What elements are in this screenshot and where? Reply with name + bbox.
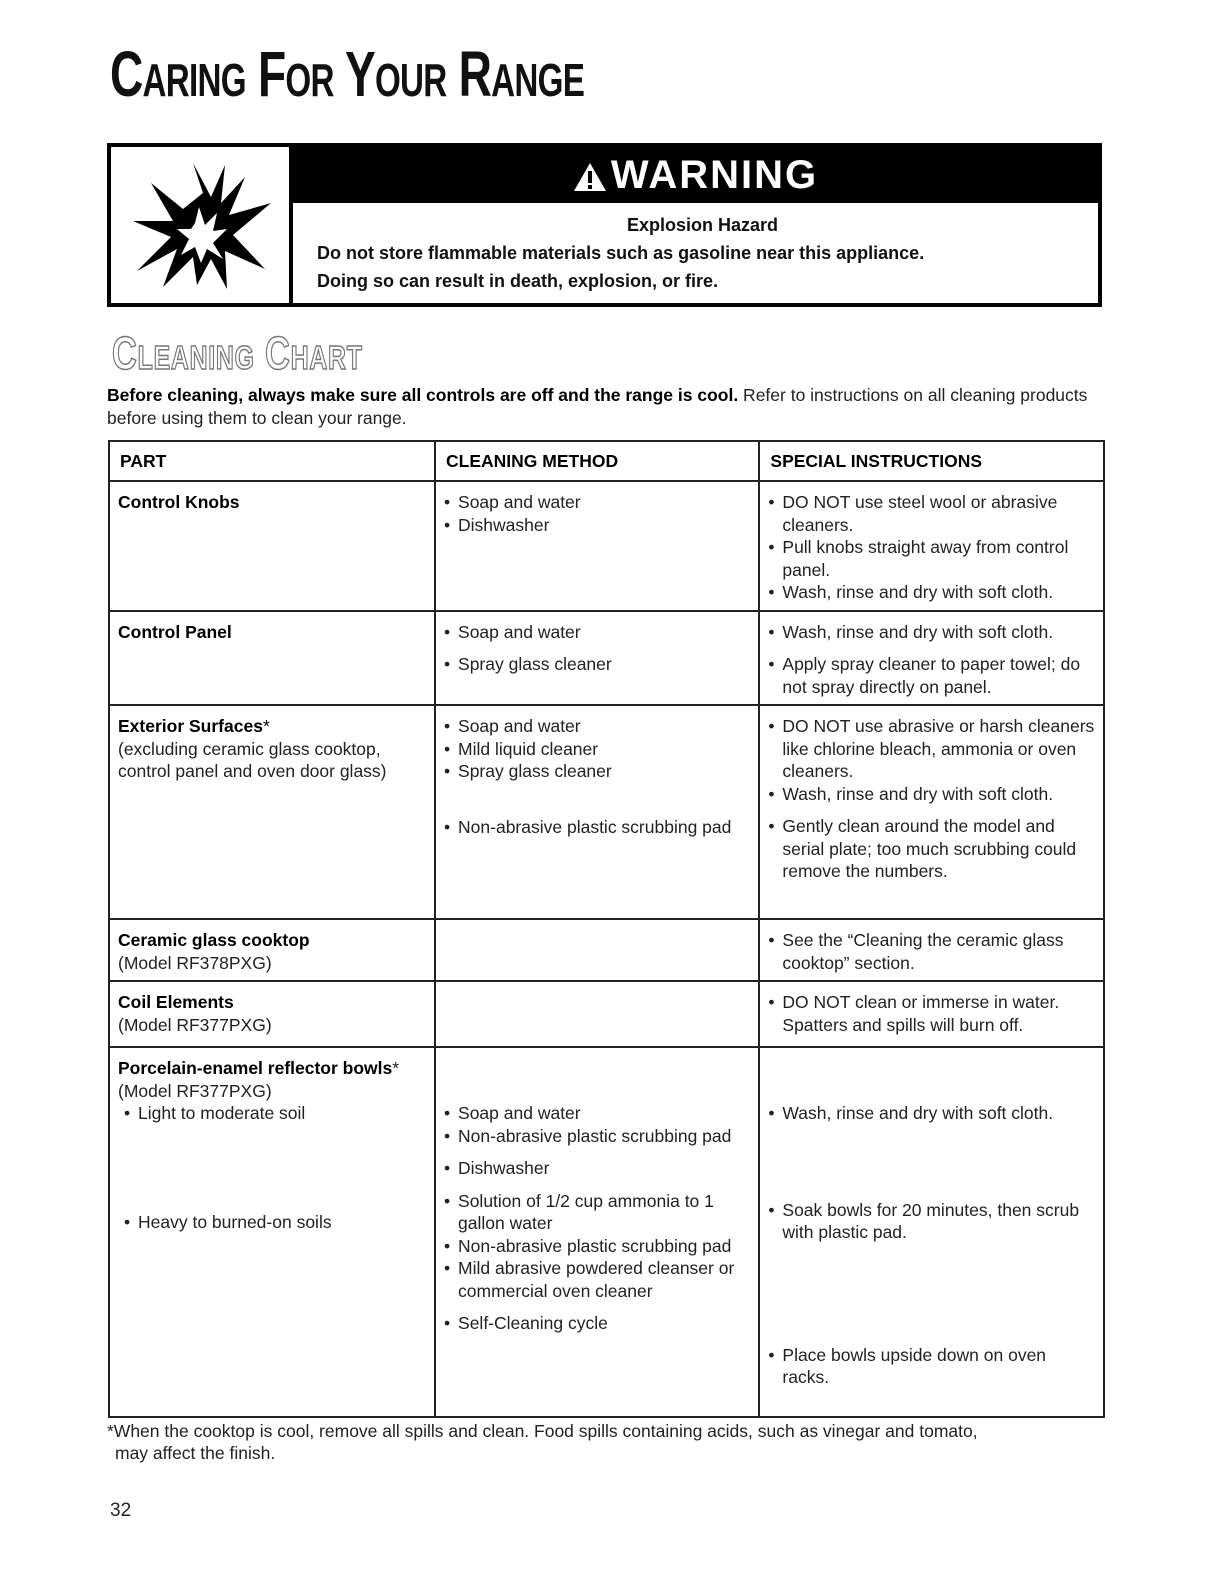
- method-item: • Non-abrasive plastic scrubbing pad: [444, 1235, 750, 1258]
- footnote-mark: *: [262, 716, 270, 736]
- explosion-icon: [133, 163, 273, 293]
- header-special: SPECIAL INSTRUCTIONS: [759, 441, 1104, 481]
- cleaning-chart-table: [108, 440, 1105, 1418]
- footnote-line-1: *When the cooktop is cool, remove all spills and clean. Food spills containing acids, such as vinegar and tomato,: [107, 1421, 978, 1441]
- table-row: [109, 611, 1104, 706]
- method-item: • Soap and water: [444, 715, 750, 738]
- part-name: Coil Elements: [118, 992, 234, 1012]
- instruction-item: • Wash, rinse and dry with soft cloth.: [768, 783, 1095, 806]
- header-part: PART: [109, 441, 435, 481]
- instruction-item: • Soak bowls for 20 minutes, then scrub with plastic pad.: [768, 1199, 1095, 1244]
- part-name-text: Exterior Surfaces: [118, 716, 263, 736]
- table-row: [109, 705, 1104, 919]
- instruction-item: • DO NOT use steel wool or abrasive cleaners.: [768, 491, 1095, 536]
- method-item: • Soap and water: [444, 1102, 750, 1125]
- part-model: (Model RF377PXG): [118, 1080, 272, 1101]
- footnote-line-2: may affect the finish.: [115, 1443, 276, 1463]
- instruction-item: • Wash, rinse and dry with soft cloth.: [768, 1102, 1095, 1125]
- table-row: [109, 481, 1104, 611]
- method-item: • Non-abrasive plastic scrubbing pad: [444, 1125, 750, 1148]
- method-item: • Soap and water: [444, 491, 750, 514]
- instruction-item: • Gently clean around the model and serial plate; too much scrubbing could remove the numbers.: [768, 815, 1095, 883]
- page-title: CARING FOR YOUR RANGE: [110, 38, 585, 110]
- warning-triangle-icon: [573, 162, 607, 192]
- instruction-item: • See the “Cleaning the ceramic glass cooktop” section.: [768, 929, 1095, 974]
- header-method: CLEANING METHOD: [435, 441, 759, 481]
- intro-bold: Before cleaning, always make sure all controls are off and the range is cool.: [107, 385, 739, 405]
- instruction-item: • DO NOT use abrasive or harsh cleaners like chlorine bleach, ammonia or oven cleaners.: [768, 715, 1095, 783]
- soil-level: • Light to moderate soil: [124, 1102, 426, 1125]
- method-item: • Dishwasher: [444, 1157, 750, 1180]
- warning-icon-cell: [111, 147, 293, 303]
- instruction-item: • Wash, rinse and dry with soft cloth.: [768, 581, 1095, 604]
- method-item: • Mild abrasive powdered cleanser or commercial oven cleaner: [444, 1257, 750, 1302]
- table-row: [109, 1047, 1104, 1417]
- part-model: (Model RF377PXG): [118, 1014, 272, 1035]
- warning-line-2: Doing so can result in death, explosion, or fire.: [317, 271, 719, 291]
- warning-header: [293, 147, 1098, 203]
- part-name: [118, 1057, 426, 1102]
- method-item: • Non-abrasive plastic scrubbing pad: [444, 816, 750, 839]
- instruction-item: • Place bowls upside down on oven racks.: [768, 1344, 1095, 1389]
- method-item: • Mild liquid cleaner: [444, 738, 750, 761]
- intro-text: [107, 384, 1107, 430]
- soil-level: • Heavy to burned-on soils: [124, 1211, 426, 1234]
- page-number: 32: [110, 1500, 132, 1521]
- warning-line-1: Do not store flammable materials such as gasoline near this appliance.: [317, 243, 925, 263]
- method-item: • Dishwasher: [444, 514, 750, 537]
- warning-label: WARNING: [610, 153, 819, 197]
- part-name: Control Knobs: [118, 492, 240, 512]
- footnote: [107, 1420, 1117, 1464]
- table-row: [109, 919, 1104, 981]
- part-note: (excluding ceramic glass cooktop, control panel and oven door glass): [118, 738, 387, 781]
- section-title: CLEANING CHART: [112, 327, 363, 379]
- instruction-item: • DO NOT clean or immerse in water. Spatters and spills will burn off.: [768, 991, 1095, 1036]
- method-item: • Self-Cleaning cycle: [444, 1312, 750, 1335]
- intro-normal: Refer to instructions on all cleaning products before using them to clean your range.: [107, 385, 1088, 428]
- table-row: [109, 981, 1104, 1047]
- warning-body: [317, 211, 1088, 295]
- part-name: [118, 715, 426, 738]
- part-model: (Model RF378PXG): [118, 952, 272, 973]
- table-header-row: [109, 441, 1104, 481]
- warning-box: [107, 143, 1102, 307]
- part-name: Control Panel: [118, 621, 232, 642]
- footnote-mark: *: [392, 1058, 400, 1078]
- method-item: • Spray glass cleaner: [444, 760, 750, 783]
- warning-hazard: Explosion Hazard: [626, 215, 779, 235]
- part-name-text: Porcelain-enamel reflector bowls: [118, 1058, 393, 1078]
- method-item: • Soap and water: [444, 621, 750, 644]
- instruction-item: • Wash, rinse and dry with soft cloth.: [768, 621, 1095, 644]
- method-item: • Solution of 1/2 cup ammonia to 1 gallon water: [444, 1190, 750, 1235]
- part-name: Ceramic glass cooktop: [118, 930, 310, 950]
- instruction-item: • Apply spray cleaner to paper towel; do not spray directly on panel.: [768, 653, 1095, 698]
- instruction-item: • Pull knobs straight away from control panel.: [768, 536, 1095, 581]
- method-item: • Spray glass cleaner: [444, 653, 750, 676]
